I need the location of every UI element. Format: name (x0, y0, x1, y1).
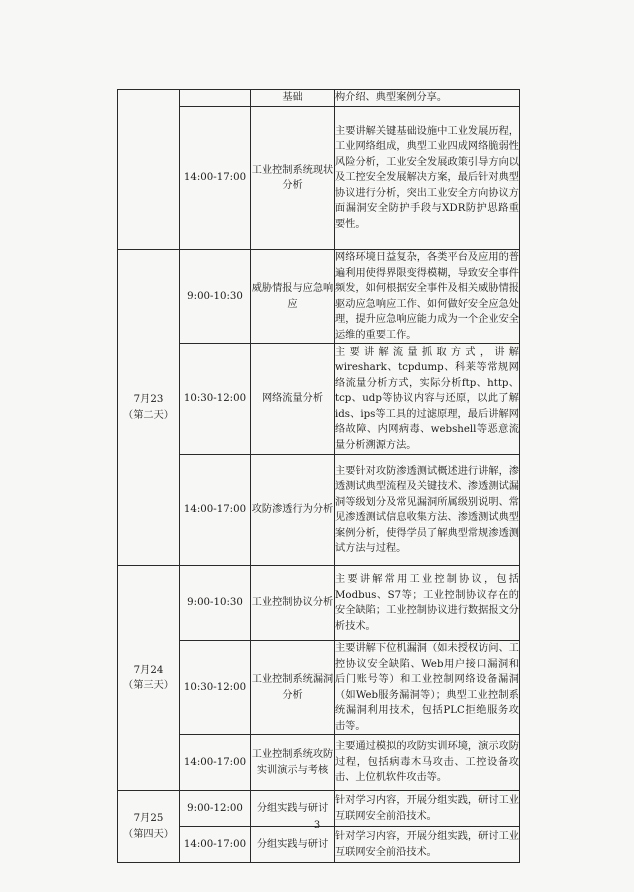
day-cell-continued (118, 90, 180, 250)
day-cell-0723 (118, 250, 180, 566)
page-number: 3 (313, 820, 321, 831)
day-label: （第四天） (123, 828, 174, 840)
time-cell (180, 90, 251, 107)
time-cell: 14:00-17:00 (180, 827, 251, 863)
content-cell: 构介绍、典型案例分享。 (335, 90, 520, 107)
topic-cell: 工业控制系统漏洞分析 (251, 641, 335, 735)
topic-cell: 工业控制系统攻防实训演示与考核 (251, 735, 335, 791)
table-row (118, 566, 520, 641)
time-cell: 14:00-17:00 (180, 107, 251, 250)
content-cell: 主要讲解关键基础设施中工业发展历程，工业网络组成，典型工业四成网络脆弱性风险分析，工业安全发展政策引导方向以及工控安全发展解决方案，最后针对典型协议进行分析，突出工业安全方向协议方面漏洞安全防护手段与XDR防护思路重要性。 (335, 107, 520, 250)
day-date: 7月25 (133, 813, 164, 824)
time-cell: 10:30-12:00 (180, 344, 251, 455)
time-cell: 10:30-12:00 (180, 641, 251, 735)
table-row (118, 250, 520, 344)
topic-cell: 网络流量分析 (251, 344, 335, 455)
time-cell: 14:00-17:00 (180, 735, 251, 791)
topic-cell: 基础 (251, 90, 335, 107)
table-row (118, 90, 520, 107)
content-cell: 主要讲解常用工业控制协议，包括Modbus、S7等；工业控制协议存在的安全缺陷；工业控制协议进行数据报文分析技术。 (335, 566, 520, 641)
content-cell: 针对学习内容，开展分组实践，研讨工业互联网安全前沿技术。 (335, 827, 520, 863)
day-cell-0724 (118, 566, 180, 791)
content-cell: 主要讲解下位机漏洞（如未授权访问、工控协议安全缺陷、Web用户接口漏洞和后门账号等）和工业控制网络设备漏洞（如Web服务漏洞等）；典型工业控制系统漏洞利用技术，包括PLC拒绝服务攻击等。 (335, 641, 520, 735)
topic-cell: 工业控制协议分析 (251, 566, 335, 641)
day-date: 7月24 (133, 664, 164, 676)
topic-cell: 威胁情报与应急响应 (251, 250, 335, 344)
content-cell: 网络环境日益复杂，各类平台及应用的普遍利用使得界限变得模糊，导致安全事件频发，如何根据安全事件及相关威胁情报驱动应急响应工作、如何做好安全应急处理，提升应急响应能力成为一个企业安全运维的重要工作。 (335, 250, 520, 344)
schedule-table (117, 89, 520, 863)
topic-cell: 分组实践与研讨 (251, 827, 335, 863)
topic-cell: 分组实践与研讨 (251, 791, 335, 827)
time-cell: 9:00-10:30 (180, 250, 251, 344)
content-cell: 主要讲解流量抓取方式，讲解wireshark、tcpdump、科莱等常规网络流量分析方式，实际分析ftp、http、tcp、udp等协议内容与还原，以此了解ids、ips等工具的过滤原理，最后讲解网络故障、内网病毒、webshell等恶意流量分析溯源方法。 (335, 344, 520, 455)
content-cell: 主要针对攻防渗透测试概述进行讲解，渗透测试典型流程及关键技术、渗透测试漏洞等级划分及常见漏洞所属级别说明、常见渗透测试信息收集方法、渗透测试典型案例分析，使得学员了解典型常规渗透测试方法与过程。 (335, 455, 520, 566)
content-cell: 针对学习内容，开展分组实践，研讨工业互联网安全前沿技术。 (335, 791, 520, 827)
content-cell: 主要通过模拟的攻防实训环境，演示攻防过程，包括病毒木马攻击、工控设备攻击、上位机软件攻击等。 (335, 735, 520, 791)
day-label: （第二天） (123, 409, 174, 421)
time-cell: 14:00-17:00 (180, 455, 251, 566)
time-cell: 9:00-10:30 (180, 566, 251, 641)
time-cell: 9:00-12:00 (180, 791, 251, 827)
day-date: 7月23 (133, 394, 164, 405)
day-label: （第三天） (123, 680, 174, 691)
topic-cell: 攻防渗透行为分析 (251, 455, 335, 566)
topic-cell: 工业控制系统现状分析 (251, 107, 335, 250)
